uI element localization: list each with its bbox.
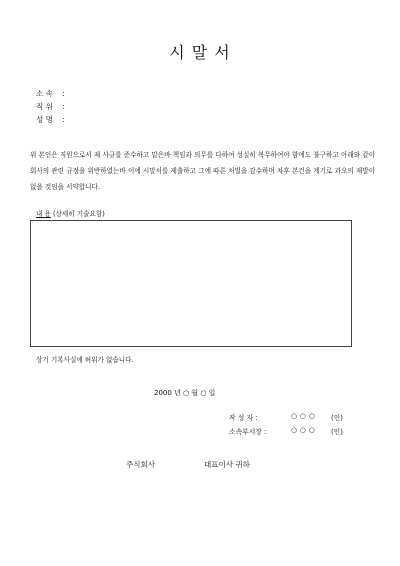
signer-name-manager: ○○○	[291, 426, 318, 434]
recipient: 대표이사 귀하	[204, 460, 250, 469]
field-label: 소 속	[36, 89, 53, 98]
content-label-sub: (상세히 기술요함)	[50, 210, 105, 218]
company-name: 주식회사	[126, 460, 155, 469]
signer-seal-manager: (인)	[331, 428, 343, 436]
field-label: 직 위	[36, 102, 53, 111]
signer-role-author: 작 성 자 :	[229, 414, 258, 422]
field-value: :	[62, 115, 65, 124]
signer-role-manager: 소속부서장 :	[229, 428, 267, 436]
content-label	[36, 208, 105, 218]
field-value: :	[62, 89, 65, 98]
content-label-main: 내 용	[36, 210, 51, 218]
content-box[interactable]	[30, 220, 352, 347]
signer-seal-author: (인)	[331, 414, 343, 422]
field-affiliation	[36, 88, 65, 99]
pledge-paragraph: 위 본인은 직원으로서 제 사규를 준수하고 맡은바 책임과 의무를 다하여 성실히 복무하여야 함에도 불구하고 아래와 같이 회사의 관련 규정을 위반하였는바 이에 시말서를 제출하고 그에 따른 처벌을 감수하며 차후 본건을 계기로 과오의 재발이 없을 것임을 서약합니다.	[30, 151, 375, 191]
field-name	[36, 114, 65, 125]
field-label: 성 명	[36, 115, 53, 124]
signer-name-author: ○○○	[291, 412, 318, 420]
field-value: :	[62, 102, 65, 111]
confirmation-text: 상기 기록사실에 허위가 없습니다.	[36, 356, 134, 364]
field-position	[36, 101, 65, 112]
document-date: 2000 년 ○ 월 ○ 일	[154, 389, 216, 397]
document-title: 시 말 서	[169, 43, 231, 62]
